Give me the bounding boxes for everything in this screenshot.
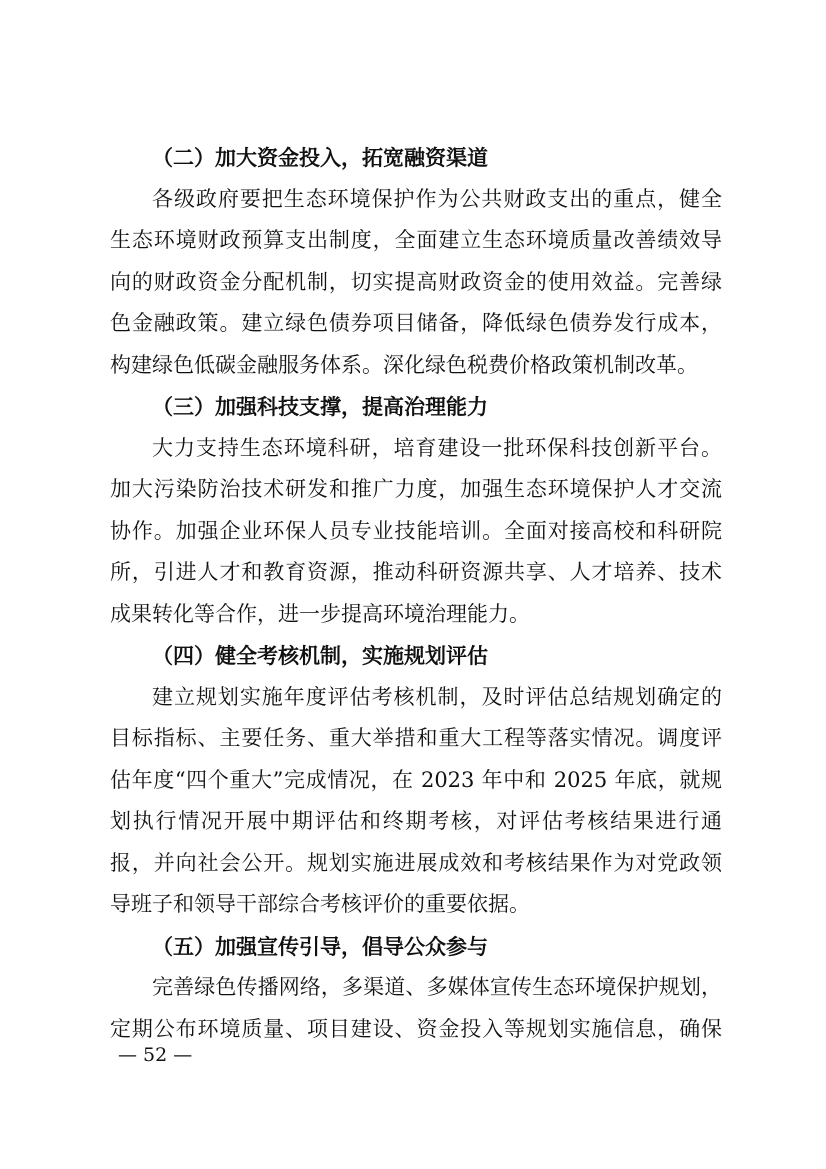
paragraph-line: 大力支持生态环境科研，培育建设一批环保科技创新平台。 <box>152 435 722 460</box>
section-heading-2: （二）加大资金投入，拓宽融资渠道 <box>152 145 488 170</box>
section-heading-3: （三）加强科技支撑，提高治理能力 <box>152 394 488 419</box>
paragraph-line: 估年度“四个重大”完成情况，在 2023 年中和 2025 年底，就规 <box>110 767 722 792</box>
paragraph-line: 划执行情况开展中期评估和终期考核，对评估考核结果进行通 <box>110 809 722 833</box>
page-number: — 52 — <box>118 1044 193 1066</box>
paragraph-line: 所，引进人才和教育资源，推动科研资源共享、人才培养、技术 <box>110 560 722 584</box>
paragraph-line: 色金融政策。建立绿色债券项目储备，降低绿色债券发行成本， <box>110 311 722 335</box>
paragraph-line: 建立规划实施年度评估考核机制，及时评估总结规划确定的 <box>152 684 722 709</box>
paragraph-line: 各级政府要把生态环境保护作为公共财政支出的重点，健全 <box>152 186 722 211</box>
paragraph-publicity <box>110 967 722 1050</box>
paragraph-line: 构建绿色低碳金融服务体系。深化绿色税费价格政策机制改革。 <box>110 352 698 377</box>
paragraph-line: 目标指标、主要任务、重大举措和重大工程等落实情况。调度评 <box>110 726 722 750</box>
paragraph-line: 加大污染防治技术研发和推广力度，加强生态环境保护人才交流 <box>110 477 722 501</box>
paragraph-line: 完善绿色传播网络，多渠道、多媒体宣传生态环境保护规划， <box>152 975 722 999</box>
paragraph-line: 向的财政资金分配机制，切实提高财政资金的使用效益。完善绿 <box>110 269 722 294</box>
section-heading-5: （五）加强宣传引导，倡导公众参与 <box>152 933 488 959</box>
paragraph-assessment <box>110 677 722 926</box>
paragraph-funding <box>110 179 722 387</box>
body-text <box>110 137 722 1050</box>
paragraph-technology <box>110 428 722 636</box>
paragraph-line: 成果转化等合作，进一步提高环境治理能力。 <box>110 601 530 626</box>
paragraph-line: 报，并向社会公开。规划实施进展成效和考核结果作为对党政领 <box>110 850 722 875</box>
paragraph-line: 协作。加强企业环保人员专业技能培训。全面对接高校和科研院 <box>110 518 722 543</box>
paragraph-line: 生态环境财政预算支出制度，全面建立生态环境质量改善绩效导 <box>110 228 722 252</box>
section-heading-4: （四）健全考核机制，实施规划评估 <box>152 643 488 668</box>
paragraph-line: 定期公布环境质量、项目建设、资金投入等规划实施信息，确保 <box>110 1016 722 1041</box>
paragraph-line: 导班子和领导干部综合考核评价的重要依据。 <box>110 892 530 916</box>
